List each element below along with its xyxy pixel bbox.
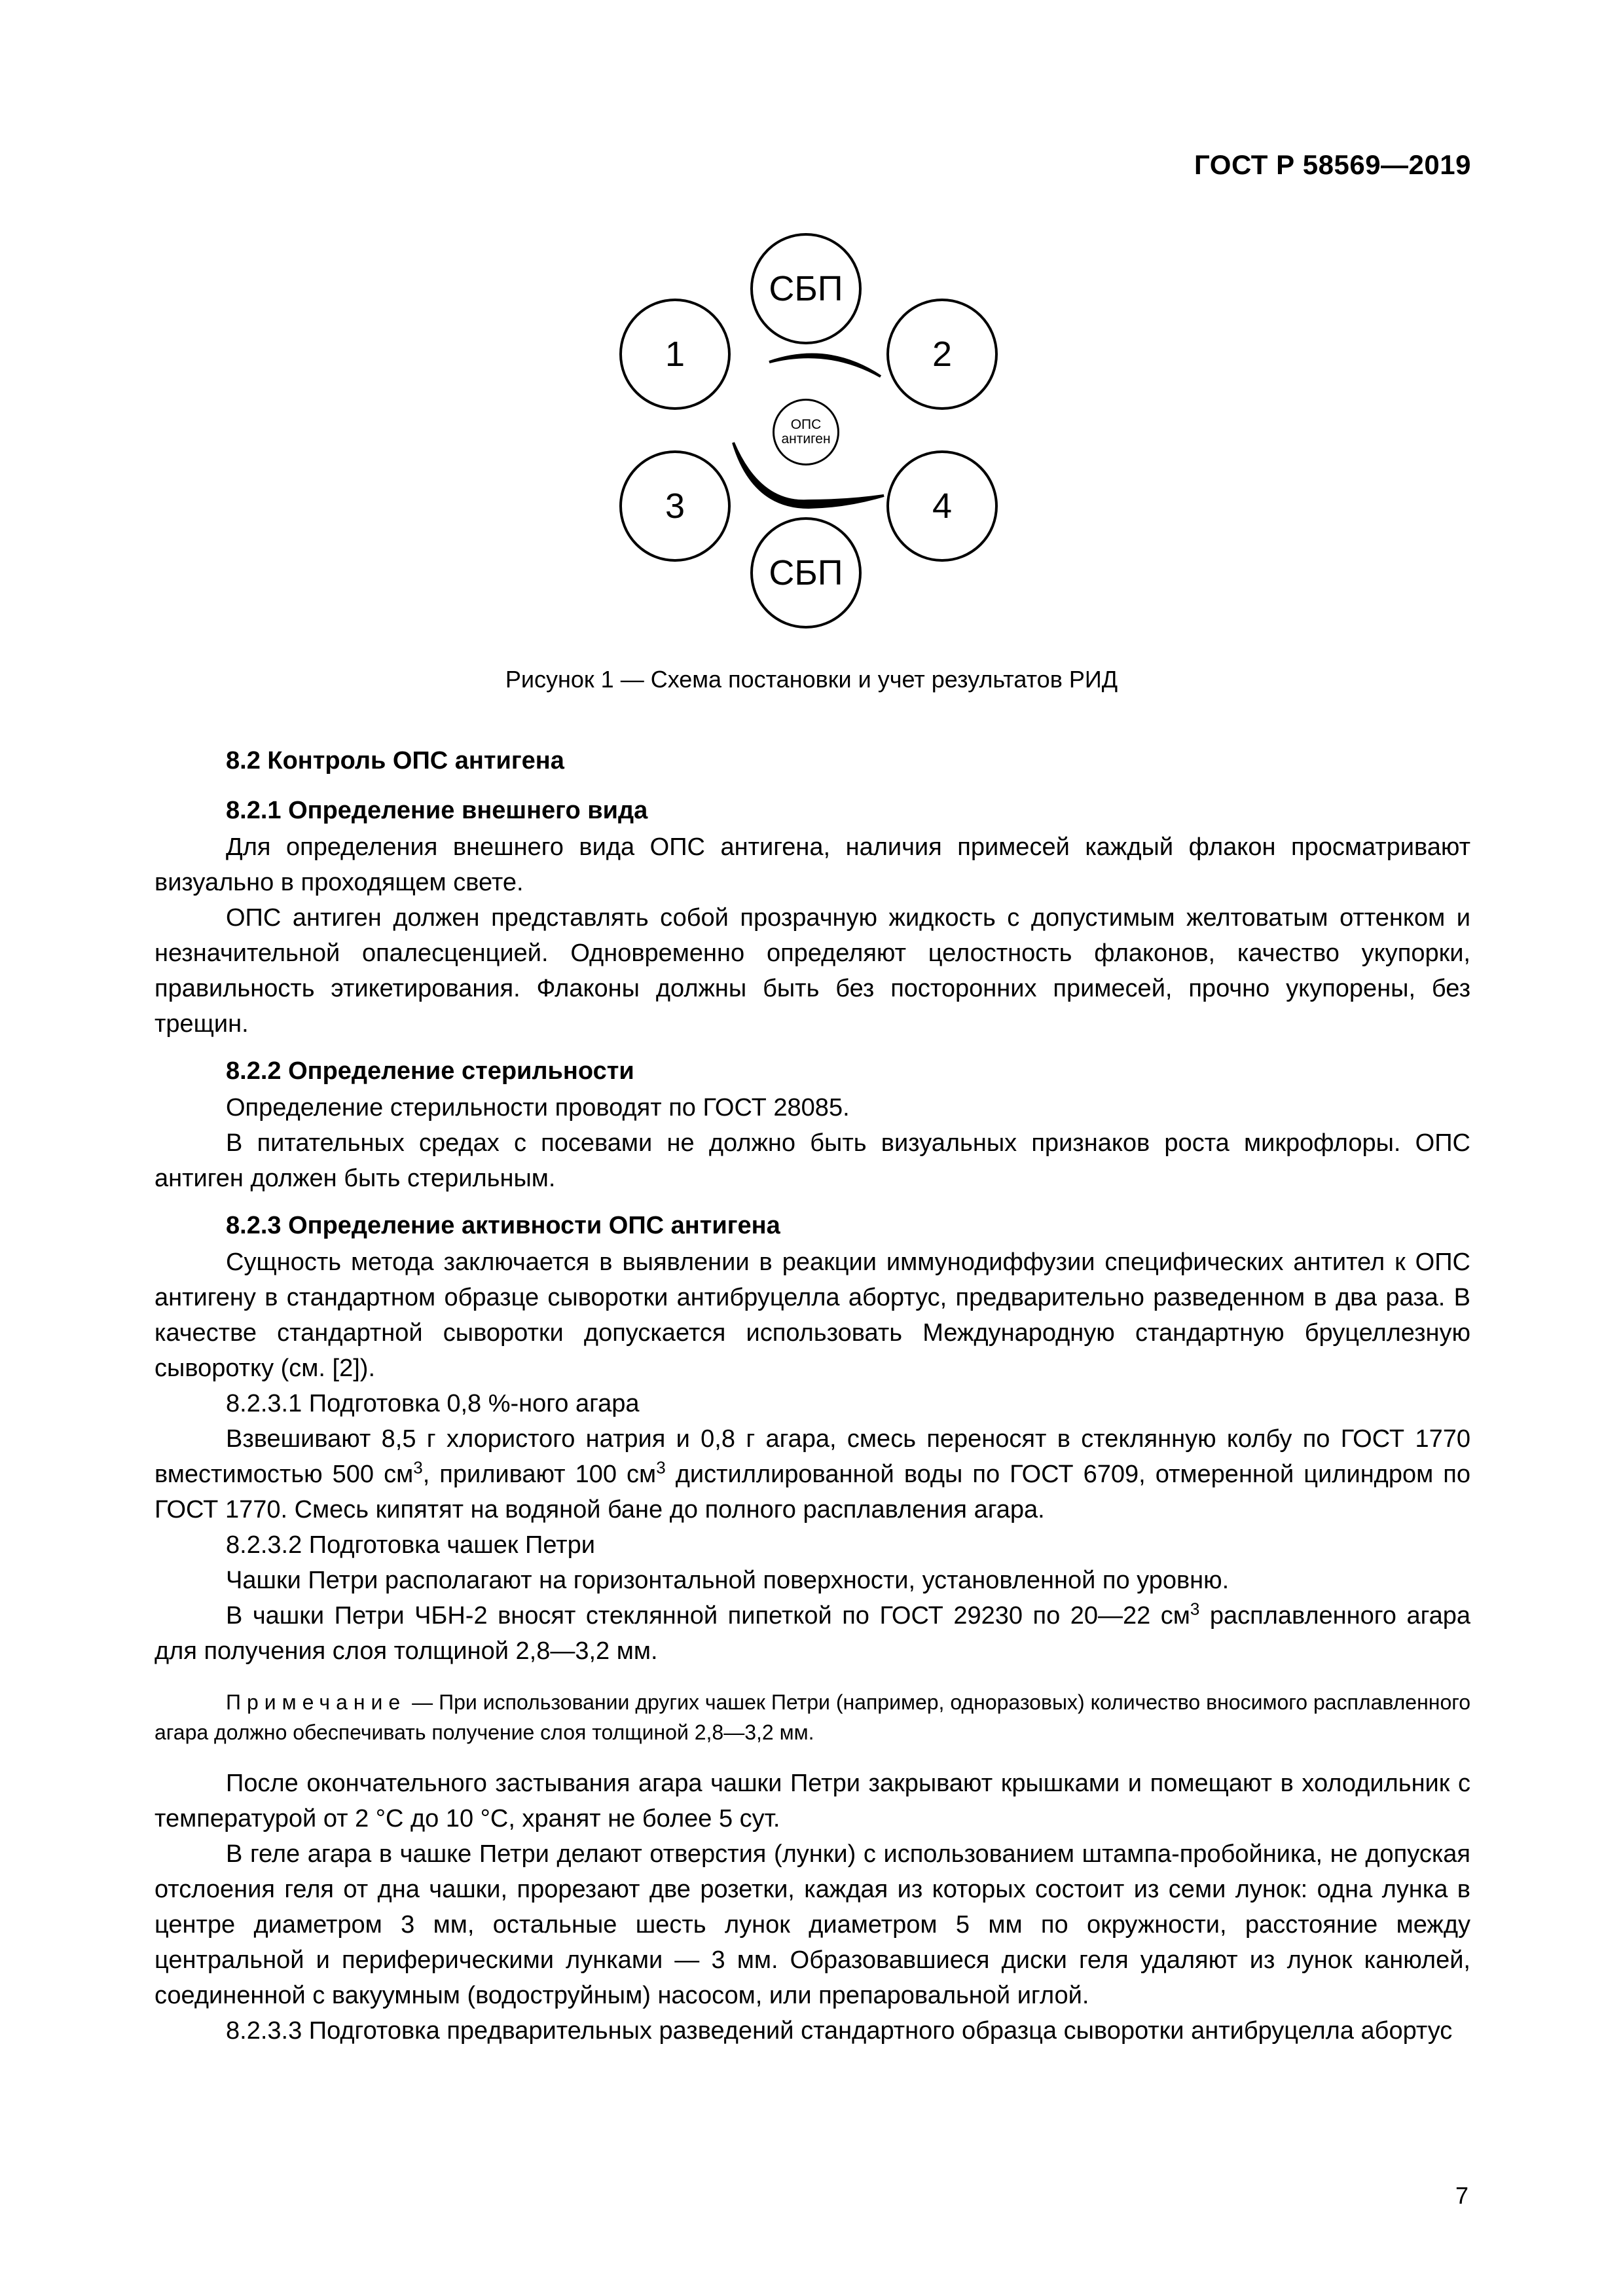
precipitation-arc-upper: [769, 355, 881, 376]
paragraph: Для определения внешнего вида ОПС антигена, наличия примесей каждый флакон просматривают визуально в проходящем свете.: [155, 833, 1470, 896]
section-8-2-3-1-title: 8.2.3.1 Подготовка 0,8 %-ного агара: [226, 1390, 640, 1417]
text-run: В чашки Петри ЧБН-2 вносят стеклянной пипеткой по ГОСТ 29230 по 20—22 см: [226, 1602, 1190, 1630]
precipitation-lines: [0, 0, 1623, 655]
paragraph: Определение стерильности проводят по ГОСТ 28085.: [226, 1094, 850, 1121]
center-well-label-2: антиген: [781, 431, 831, 446]
paragraph-agar-preparation: [155, 1421, 1470, 1527]
well-3: 3: [619, 450, 731, 562]
paragraph-agar-volume: [155, 1598, 1470, 1669]
paragraph: В питательных средах с посевами не должно быть визуальных признаков роста микрофлоры. ОПС антиген должен быть стерильным.: [155, 1129, 1470, 1192]
center-well-label-1: ОПС: [790, 417, 822, 432]
text-run: Взвешивают 8,5 г хлористого натрия и 0,8 г агара, смесь переносят в стеклянную колбу по ГОСТ 1770 вместимостью 500 см: [155, 1425, 1470, 1488]
well-4: 4: [886, 450, 998, 562]
note: [155, 1687, 1470, 1747]
figure-caption: Рисунок 1 — Схема постановки и учет результатов РИД: [505, 666, 1118, 693]
precipitation-arc-lower: [733, 443, 884, 507]
document-header: ГОСТ Р 58569—2019: [1194, 149, 1471, 180]
section-8-2-3-2-title: 8.2.3.2 Подготовка чашек Петри: [226, 1531, 596, 1559]
paragraph: Чашки Петри располагают на горизонтальной поверхности, установленной по уровню.: [226, 1567, 1230, 1594]
section-8-2-3-heading: 8.2.3 Определение активности ОПС антигена: [226, 1212, 780, 1239]
superscript: 3: [656, 1457, 666, 1478]
document-body: [155, 743, 1470, 2049]
page-number: 7: [1455, 2182, 1468, 2209]
note-label: Примечание: [226, 1690, 407, 1714]
well-top-sbp: СБП: [750, 233, 862, 344]
well-2: 2: [886, 299, 998, 410]
rid-scheme-figure: [0, 0, 1623, 655]
text-run: , приливают 100 см: [422, 1461, 657, 1488]
well-bottom-sbp: СБП: [750, 517, 862, 629]
superscript: 3: [1190, 1599, 1200, 1619]
section-8-2-3-3-title: 8.2.3.3 Подготовка предварительных разведений стандартного образца сыворотки антибруцелла абортус: [226, 2017, 1453, 2045]
well-1: 1: [619, 299, 731, 410]
paragraph: ОПС антиген должен представлять собой прозрачную жидкость с допустимым желтоватым оттенком и незначительной опалесценцией. Одновременно определяют целостность флаконов, качество укупорки, правильность этикетирования. Флаконы должны быть без посторонних примесей, прочно укупорены, без трещин.: [155, 904, 1470, 1038]
text-run: расплавленного агара для получения слоя толщиной 2,8—3,2 мм.: [155, 1602, 1471, 1665]
note-text: — При использовании других чашек Петри (например, одноразовых) количество вносимого расплавленного агара должно обеспечивать получение слоя толщиной 2,8—3,2 мм.: [155, 1690, 1470, 1744]
paragraph: Сущность метода заключается в выявлении в реакции иммунодиффузии специфических антител к ОПС антигену в стандартном образце сыворотки антибруцелла абортус, предварительно разведенном в два раза. В качестве стандартной сыворотки допускается использовать Международную стандартную бруцеллезную сыворотку (см. [2]).: [155, 1248, 1470, 1382]
section-8-2-2-heading: 8.2.2 Определение стерильности: [226, 1057, 634, 1085]
paragraph: В геле агара в чашке Петри делают отверстия (лунки) с использованием штампа-пробойника, не допуская отслоения геля от дна чашки, прорезают две розетки, каждая из которых состоит из семи лунок: одна лунка в центре диаметром 3 мм, остальные шесть лунок диаметром 5 мм по окружности, расстояние между центральной и периферическими лунками — 3 мм. Образовавшиеся диски геля удаляют из лунок канюлей, соединенной с вакуумным (водоструйным) насосом, или препаровальной иглой.: [155, 1840, 1470, 2009]
superscript: 3: [413, 1457, 423, 1478]
text-run: дистиллированной воды по ГОСТ 6709, отмеренной цилиндром по ГОСТ 1770. Смесь кипятят на водяной бане до полного расплавления агара.: [155, 1461, 1470, 1523]
section-8-2-1-heading: 8.2.1 Определение внешнего вида: [226, 797, 648, 824]
paragraph: После окончательного застывания агара чашки Петри закрывают крышками и помещают в холодильник с температурой от 2 °С до 10 °С, хранят не более 5 сут.: [155, 1770, 1470, 1832]
section-8-2-heading: 8.2 Контроль ОПС антигена: [226, 747, 564, 774]
